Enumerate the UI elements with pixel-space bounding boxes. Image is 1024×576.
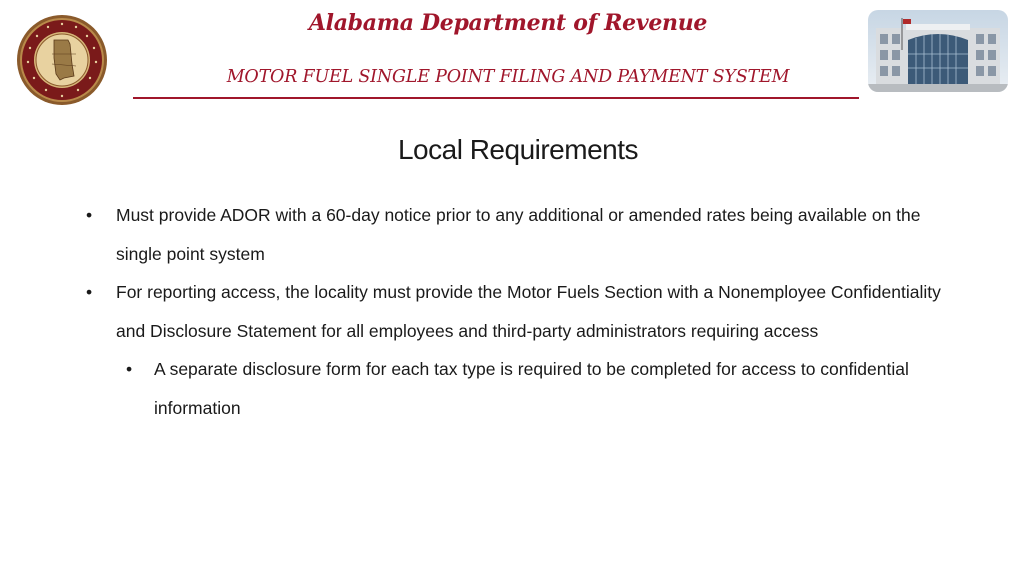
building-photo (868, 10, 1008, 92)
header-divider (133, 97, 859, 99)
building-icon (868, 10, 1008, 92)
bullet-item (86, 196, 946, 273)
bullet-text: Must provide ADOR with a 60-day notice prior to any additional or amended rates being available on the single point system (116, 205, 921, 264)
slide-title: Local Requirements (397, 134, 639, 165)
bullet-dot-icon: • (86, 205, 93, 225)
bullet-dot-icon: • (86, 282, 93, 302)
department-seal-logo (16, 14, 108, 106)
bullet-dot-icon: • (126, 359, 133, 379)
header-title: Alabama Department of Revenue (308, 10, 708, 36)
seal-icon (16, 14, 108, 106)
sub-bullet-item (86, 350, 946, 427)
sub-bullet-text: A separate disclosure form for each tax type is required to be completed for access to confidential information (154, 359, 909, 418)
bullet-list (86, 196, 946, 427)
bullet-item (86, 273, 946, 350)
header-subtitle: MOTOR FUEL SINGLE POINT FILING AND PAYMENT SYSTEM (226, 67, 790, 87)
bullet-text: For reporting access, the locality must provide the Motor Fuels Section with a Nonemployee Confidentiality and Disclosure Statement for all employees and third-party administrators requiring access (116, 282, 941, 341)
